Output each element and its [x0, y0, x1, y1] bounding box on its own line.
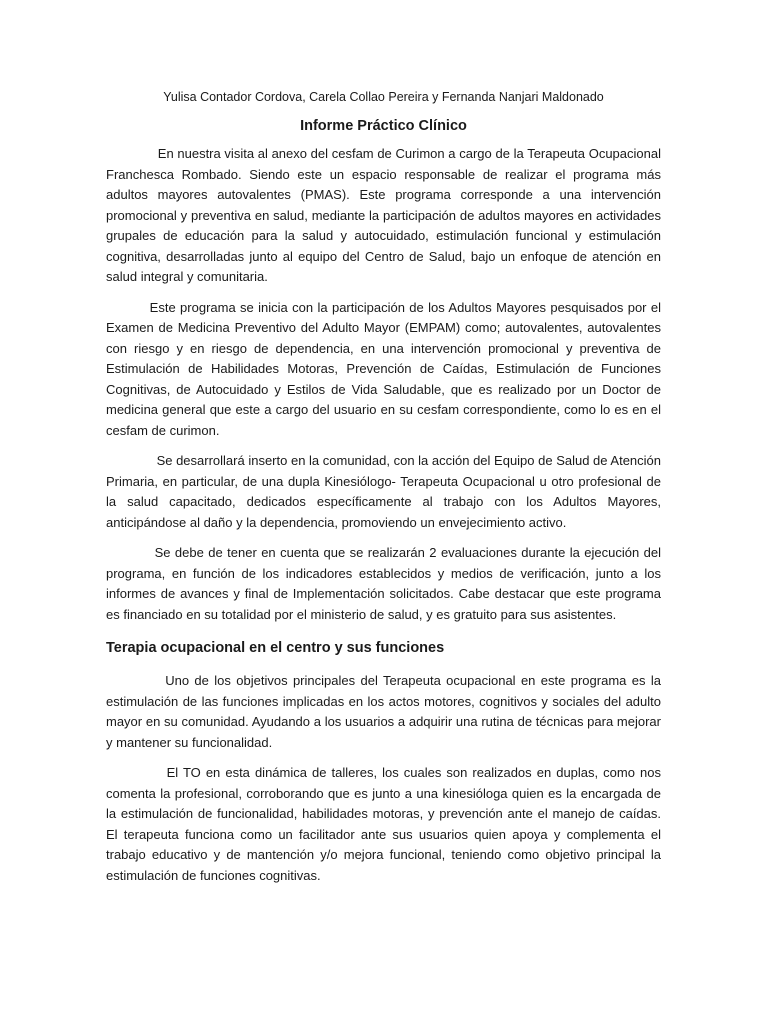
paragraph: Este programa se inicia con la participación de los Adultos Mayores pesquisados por el Examen de Medicina Preventivo del Adulto Mayor (EMPAM) como; autovalentes, autovalentes con riesgo y en riesgo de dependencia, en una intervención promocional y preventiva de Estimulación de Habilidades Motoras, Prevención de Caídas, Estimulación de Funciones Cognitivas, de Autocuidado y Estilos de Vida Saludable, que es realizado por un Doctor de medicina general que este a cargo del usuario en su cesfam correspondiente, como lo es en el cesfam de curimon.	[106, 299, 661, 438]
paragraph: Se desarrollará inserto en la comunidad, con la acción del Equipo de Salud de Atención Primaria, en particular, de una dupla Kinesiólogo- Terapeuta Ocupacional u otro profesional de la salud capacitado, dedicados específicamente al trabajo con los Adultos Mayores, anticipándose al daño y la dependencia, promoviendo un envejecimiento activo.	[106, 453, 662, 530]
paragraph: El TO en esta dinámica de talleres, los cuales son realizados en duplas, como nos comenta la profesional, corroborando que es junto a una kinesióloga quien es la encargada de la estimulación de funcionalidad, habilidades motoras, y prevención ante el manejo de caídas. El terapeuta funciona como un facilitador ante sus usuarios quien apoya y complementa el trabajo educativo y de mantención y/o mejora funcional, teniendo como objetivo principal la estimulación de funciones cognitivas.	[106, 765, 661, 883]
document-title: Informe Práctico Clínico	[300, 118, 467, 134]
paragraph: Uno de los objetivos principales del Terapeuta ocupacional en este programa es la estimulación de las funciones implicadas en los actos motores, cognitivos y sociales del adulto mayor en su comunidad. Ayudando a los usuarios a adquirir una rutina de técnicas para mejorar y mantener su funcionalidad.	[106, 673, 661, 750]
paragraph: En nuestra visita al anexo del cesfam de Curimon a cargo de la Terapeuta Ocupacional Franchesca Rombado. Siendo este un espacio responsable de realizar el programa más adultos mayores autovalentes (PMAS). Este programa corresponde a una intervención promocional y preventiva en salud, mediante la participación de adultos mayores en actividades grupales de educación para la salud y autocuidado, estimulación funcional y estimulación cognitiva, desarrolladas junto al equipo del Centro de Salud, bajo un enfoque de atención en salud integral y comunitaria.	[106, 146, 661, 284]
author-line: Yulisa Contador Cordova, Carela Collao Pereira y Fernanda Nanjari Maldonado	[163, 90, 604, 104]
section-heading: Terapia ocupacional en el centro y sus funciones	[106, 640, 445, 656]
paragraph: Se debe de tener en cuenta que se realizarán 2 evaluaciones durante la ejecución del programa, en función de los indicadores establecidos y medios de verificación, junto a los informes de avances y final de Implementación solicitados. Cabe destacar que este programa es financiado en su totalidad por el ministerio de salud, y es gratuito para sus asistentes.	[106, 545, 661, 622]
document-page	[106, 88, 661, 896]
